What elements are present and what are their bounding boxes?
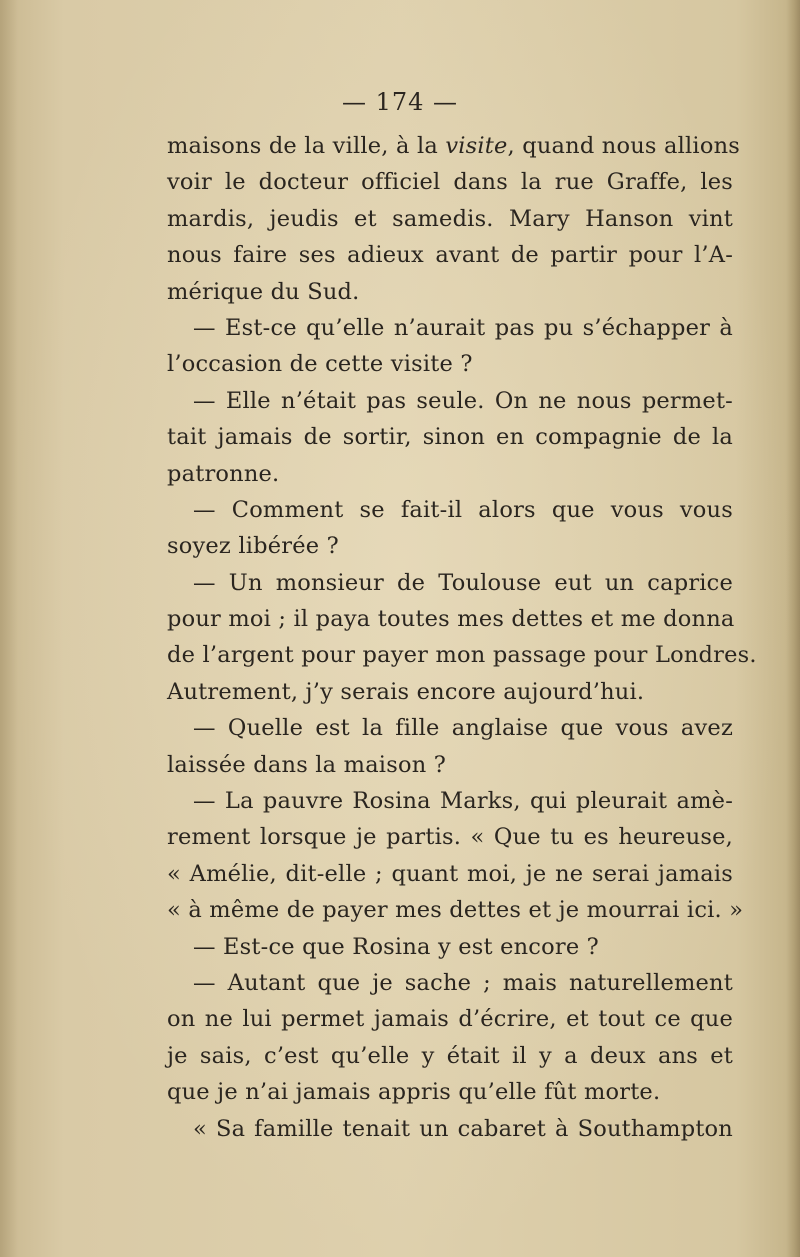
text-line: — Comment se fait-il alors que vous vous	[193, 496, 733, 523]
text-line: on ne lui permet jamais d’écrire, et tout ce que	[167, 1006, 733, 1033]
text-line: — Quelle est la fille anglaise que vous avez	[193, 715, 733, 742]
text-line: l’occasion de cette visite ?	[167, 351, 473, 378]
text-line: mérique du Sud.	[167, 278, 360, 305]
text-line: rement lorsque je partis. « Que tu es heureuse,	[167, 824, 733, 851]
text-line: laissée dans la maison ?	[167, 751, 446, 778]
text-line: mardis, jeudis et samedis. Mary Hanson vint	[167, 205, 733, 232]
text-line: — Est-ce qu’elle n’aurait pas pu s’échapper à	[193, 314, 733, 341]
body-text	[167, 128, 757, 1147]
text-line: « Sa famille tenait un cabaret à Southampton	[193, 1115, 733, 1142]
italic-word: visite	[445, 133, 508, 159]
text-line: — Est-ce que Rosina y est encore ?	[193, 933, 599, 960]
page-right-edge	[786, 0, 800, 1257]
page-number: — 174 —	[341, 88, 459, 116]
text-line: que je n’ai jamais appris qu’elle fût morte.	[167, 1079, 661, 1106]
text-line: maisons de la ville, à la visite, quand nous allions	[167, 133, 741, 159]
text-line: je sais, c’est qu’elle y était il y a deux ans et	[167, 1042, 733, 1069]
text-line: tait jamais de sortir, sinon en compagnie de la	[167, 424, 733, 451]
text-line: — Autant que je sache ; mais naturellement	[193, 969, 733, 996]
text-line: pour moi ; il paya toutes mes dettes et me donna	[167, 606, 735, 633]
text-line: patronne.	[167, 460, 280, 487]
text-line: nous faire ses adieux avant de partir pour l’A-	[167, 242, 733, 269]
text-line: soyez libérée ?	[167, 533, 339, 560]
page-left-shadow	[0, 0, 18, 1257]
text-line: Autrement, j’y serais encore aujourd’hui.	[167, 678, 645, 705]
text-line: de l’argent pour payer mon passage pour Londres.	[167, 642, 757, 669]
text-line: — La pauvre Rosina Marks, qui pleurait amè-	[193, 788, 733, 815]
text-line: — Un monsieur de Toulouse eut un caprice	[193, 569, 733, 596]
text-line: — Elle n’était pas seule. On ne nous permet-	[193, 387, 733, 414]
text-line: « Amélie, dit-elle ; quant moi, je ne serai jamais	[167, 860, 733, 887]
text-line: « à même de payer mes dettes et je mourrai ici. »	[167, 897, 744, 924]
text-line: voir le docteur officiel dans la rue Graffe, les	[167, 169, 733, 196]
